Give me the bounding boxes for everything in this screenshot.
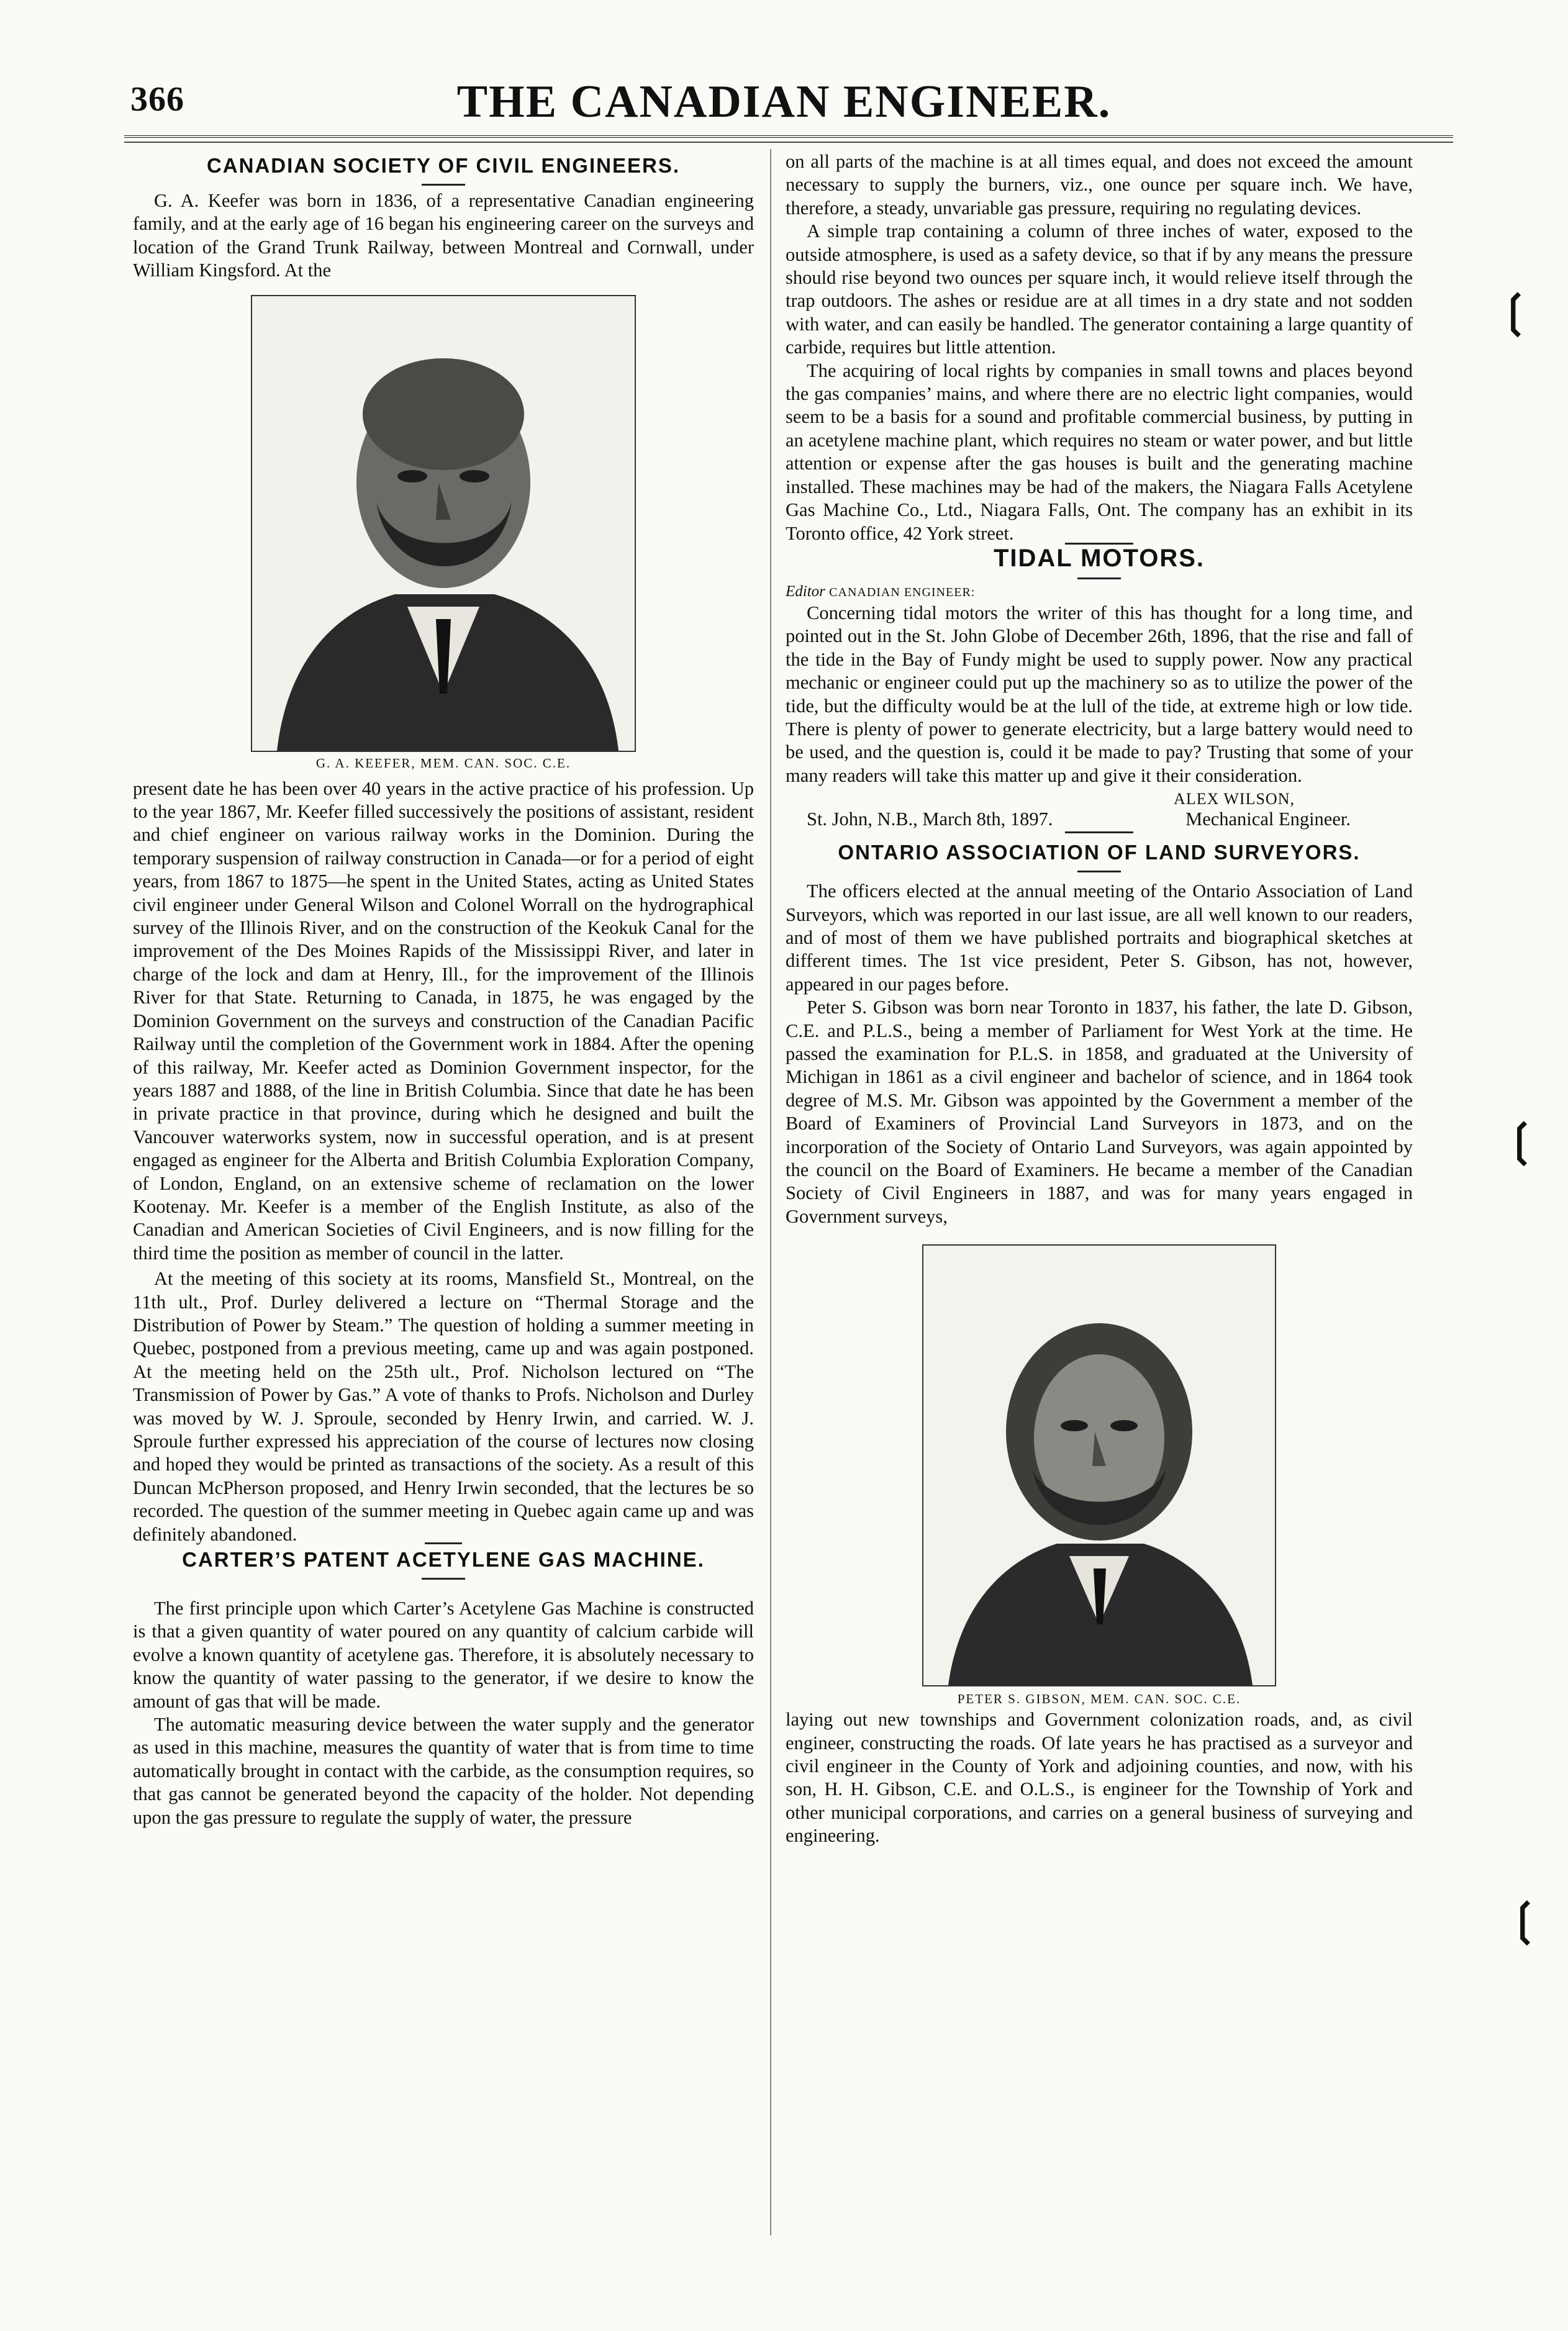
journal-title: THE CANADIAN ENGINEER. [456,76,1112,127]
margin-mark: ❲ [1497,288,1533,336]
title-rule [1077,871,1121,872]
title-rule [422,184,465,186]
tidal-paragraph-1: Concerning tidal motors the writer of this has thought for a long time, and pointed out in the St. John Globe of December 26th, 1896, that the rise and fall of the tide in the Bay of Fundy might be used to supply power. Now any practical mechanic or engineer could put up the machinery so as to utilize the power of the tide, but the difficulty would be at the lull of the tide, at extreme high or low tide. There is plenty of power to generate electricity, but a large battery would need to be used, and the question is, could it be made to pay? Trusting that some of your many readers will take this matter up and give it their consideration. [786,602,1413,786]
title-rule [1077,577,1121,579]
section-rule [1065,831,1133,833]
carter-paragraph-4: A simple trap containing a column of three inches of water, exposed to the outside atmosphere, is used as a safety device, so that if by any means the pressure should rise beyond two ounces per square inch, it would relieve itself through the trap outdoors. The ashes or residue are at all times in a dry state and not sodden with water, and can easily be handled. The generator containing a large quantity of carbide, requires but little attention. [786,220,1413,358]
keefer-portrait-image [252,296,635,751]
carter-section-title: CARTER’S PATENT ACETYLENE GAS MACHINE. [182,1548,705,1572]
oals-paragraph-3: laying out new townships and Government colonization roads, and, as civil engineer, constructing the roads. Of late years he has practised as a surveyor and civil engineer in the County of York and adjoining counties, and now, with his son, H. H. Gibson, C.E. and O.L.S., is engineer for the Township of York and other municipal corporations, and carries on a general business of surveying and engineering. [786,1709,1413,1847]
editor-journal: CANADIAN ENGINEER: [829,585,976,599]
left-column [133,149,754,1829]
csce-paragraph-2: present date he has been over 40 years in the active practice of his profession. Up to the year 1867, Mr. Keefer filled successively the positions of assistant, resident and chief engineer on various railway works in the Dominion. During the temporary suspension of railway construction in Canada—or for a period of eight years, from 1867 to 1875—he spent in the United States, acting as United States civil engineer under General Wilson and Colonel Worrall on the hydrographical survey of the Illinois River, and on the construction of the Keokuk Canal for the improvement of the Des Moines Rapids of the Mississippi River, and later in charge of the lock and dam at Henry, Ill., for the improvement of the Illinois River for that State. Returning to Canada, in 1875, he was engaged by the Dominion Government on the surveys and construction of the Canadian Pacific Railway until the completion of the Government work in 1884. After the opening of this railway, Mr. Keefer acted as Dominion Government inspector, for the years 1887 and 1888, of the line in British Columbia. Since that date he has been in private practice in that province, during which he designed and built the Vancouver waterworks system, now in successful operation, and is at present engaged as engineer for the Alberta and British Columbia Exploration Company, of London, England, on an extensive scheme of reclamation on the lower Kootenay. Mr. Keefer is a member of the English Institute, as also of the Canadian and American Societies of Civil Engineers, and is now filling for the third time the position as member of council in the latter. [133,777,754,1264]
csce-section-title: CANADIAN SOCIETY OF CIVIL ENGINEERS. [206,154,681,177]
tidal-section-title: TIDAL MOTORS. [993,544,1205,572]
gibson-portrait-image [923,1246,1275,1685]
section-rule [425,1542,462,1544]
gibson-portrait [922,1244,1276,1686]
oals-paragraph-1: The officers elected at the annual meeting of the Ontario Association of Land Surveyors, which was reported in our last issue, are all well known to our readers, and of most of them we have published portraits and biographical sketches at different times. The 1st vice president, Peter S. Gibson, has not, however, appeared in our pages before. [786,880,1413,995]
header-rule [124,135,1453,143]
margin-mark: ❲ [1506,1896,1543,1944]
carter-paragraph-3: on all parts of the machine is at all times equal, and does not exceed the amount necessary to supply the burners, viz., one ounce per square inch. We have, therefore, a steady, unvariable gas pressure, requiring no regulating devices. [786,151,1413,219]
keefer-caption: G. A. KEEFER, MEM. CAN. SOC. C.E. [315,755,571,771]
carter-paragraph-5: The acquiring of local rights by companies in small towns and places beyond the gas companies’ mains, and where there are no electric light companies, would seem to be a basis for a sound and profitable commercial business, by putting in an acetylene machine plant, which requires no steam or water power, and but little attention or expense after the gas houses is built and the generating machine installed. These machines may be had of the makers, the Niagara Falls Acetylene Gas Machine Co., Ltd., Niagara Falls, Ont. The company has an exhibit in its Toronto office, 42 York street. [786,360,1413,544]
keefer-portrait [251,295,636,752]
tidal-profession: Mechanical Engineer. [1185,808,1351,830]
title-rule [422,1578,465,1580]
carter-paragraph-1: The first principle upon which Carter’s Acetylene Gas Machine is constructed is that a given quantity of water poured on any quantity of calcium carbide will evolve a known quantity of acetylene gas. Therefore, it is absolutely necessary to know the quantity of water passing to the generator, if we desire to know the amount of gas that will be made. [133,1598,754,1712]
carter-paragraph-2: The automatic measuring device between the water supply and the generator as used in this machine, measures the quantity of water that is from time to time automatically brought in contact with the carbide, as the consumption requires, so that gas cannot be generated beyond the capacity of the holder. Not depending upon the gas pressure to regulate the supply of water, the pressure [133,1714,754,1828]
tidal-place-date: St. John, N.B., March 8th, 1897. [807,808,1053,830]
page-number: 366 [130,80,184,119]
csce-paragraph-1: G. A. Keefer was born in 1836, of a representative Canadian engineering family, and at the early age of 16 began his engineering career on the surveys and location of the Grand Trunk Railway, between Montreal and Cornwall, under William Kingsford. At the [133,190,754,281]
column-divider [770,149,771,2235]
oals-paragraph-2: Peter S. Gibson was born near Toronto in 1837, his father, the late D. Gibson, C.E. and P.L.S., being a member of Parliament for West York at the time. He passed the examination for P.L.S. in 1858, and graduated at the University of Michigan in 1861 as a civil engineer and bachelor of science, and in 1864 took degree of M.S. Mr. Gibson was appointed by the Government a member of the Board of Examiners of Provincial Land Surveyors in 1873, and on the incorporation of the Society of Ontario Land Surveyors, was again appointed by the council on the Board of Examiners. He became a member of the Canadian Society of Civil Engineers in 1887, and was for many years engaged in Government surveys, [786,997,1413,1227]
editor-salutation [786,583,1413,600]
tidal-signature: ALEX WILSON, [1174,790,1295,808]
right-column [786,149,1413,1848]
editor-word: Editor [786,582,825,600]
gibson-caption: PETER S. GIBSON, MEM. CAN. SOC. C.E. [957,1691,1241,1707]
tidal-signoff [786,808,1413,830]
margin-mark: ❲ [1503,1117,1539,1165]
csce-paragraph-3: At the meeting of this society at its rooms, Mansfield St., Montreal, on the 11th ult., Prof. Durley delivered a lecture on “Thermal Storage and the Distribution of Power by Steam.” The question of holding a summer meeting in Quebec, postponed from a previous meeting, came up and was again postponed. At the meeting held on the 25th ult., Prof. Nicholson lectured on “The Transmission of Power by Gas.” A vote of thanks to Profs. Nicholson and Durley was moved by W. J. Sproule, seconded by Henry Irwin, and carried. W. J. Sproule further expressed his appreciation of the course of lectures now closing and hoped they would be printed as transactions of the society. As a result of this Duncan McPherson proposed, and Henry Irwin seconded, that the lectures be so recorded. The question of the summer meeting in Quebec again came up and was definitely abandoned. [133,1268,754,1545]
oals-section-title: ONTARIO ASSOCIATION OF LAND SURVEYORS. [838,841,1361,864]
